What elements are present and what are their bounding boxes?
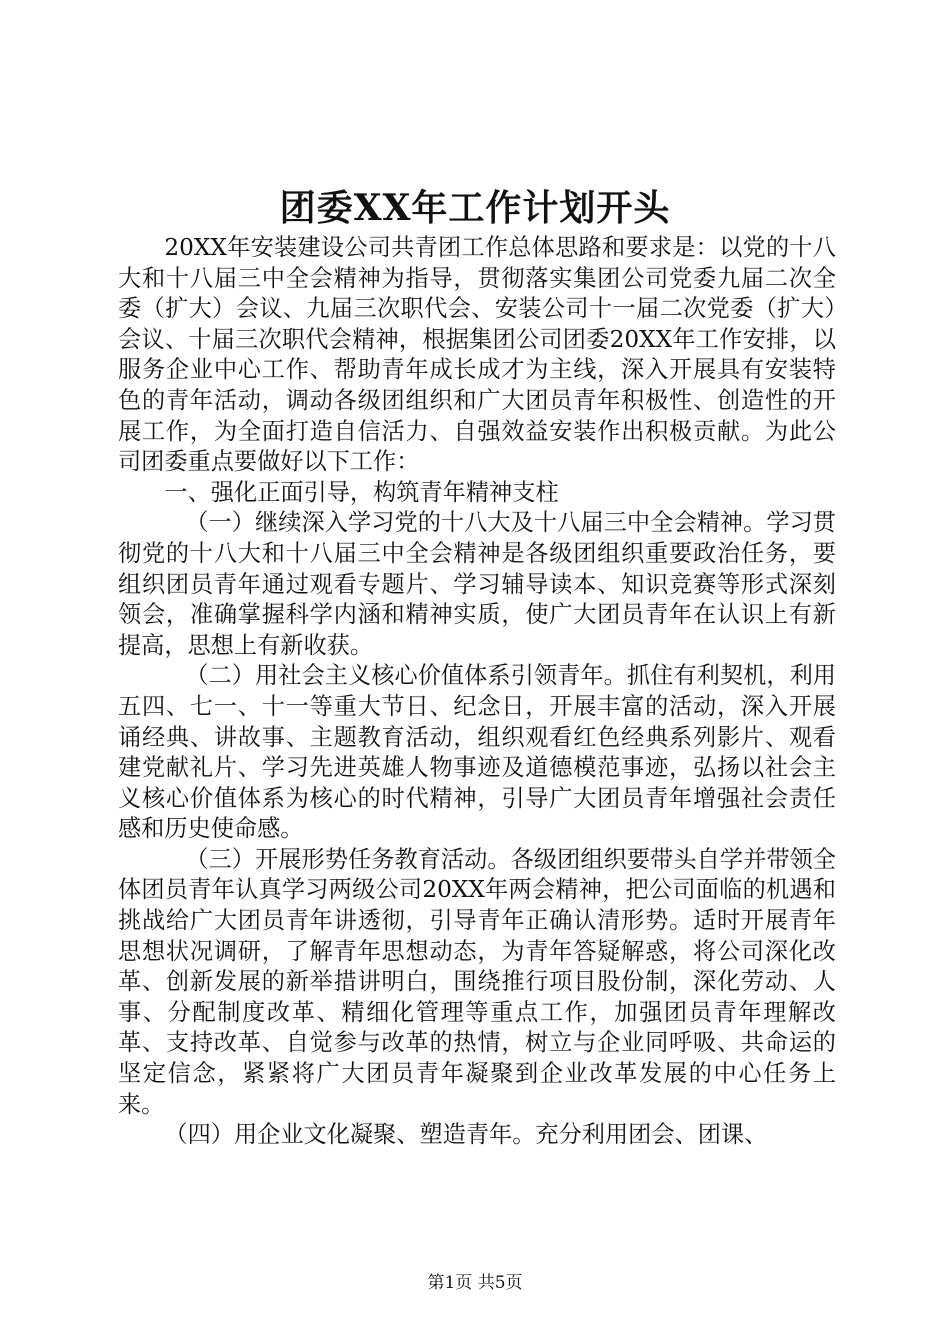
- subsection-paragraph-4: （四）用企业文化凝聚、塑造青年。充分利用团会、团课、: [164, 1121, 768, 1149]
- intro-paragraph: 20XX年安装建设公司共青团工作总体思路和要求是：以党的十八大和十八届三中全会精神为指导，贯彻落实集团公司党委九届二次全委（扩大）会议、九届三次职代会、安装公司十一届二次党委（扩大）会议、十届三次职代会精神，根据集团公司团委20XX年工作安排，以服务企业中心工作、帮助青年成长成才为主线，深入开展具有安装特色的青年活动，调动各级团组织和广大团员青年积极性、创造性的开展工作，为全面打造自信活力、自强效益安装作出积极贡献。为此公司团委重点要做好以下工作：: [118, 234, 836, 476]
- document-title: 团委XX年工作计划开头: [279, 187, 671, 229]
- subsection-paragraph-1: （一）继续深入学习党的十八大及十八届三中全会精神。学习贯彻党的十八大和十八届三中全会精神是各级团组织重要政治任务，要组织团员青年通过观看专题片、学习辅导读本、知识竞赛等形式深刻领会，准确掌握科学内涵和精神实质，使广大团员青年在认识上有新提高，思想上有新收获。: [118, 509, 836, 659]
- subsection-paragraph-2: （二）用社会主义核心价值体系引领青年。抓住有利契机，利用五四、七一、十一等重大节日、纪念日，开展丰富的活动，深入开展诵经典、讲故事、主题教育活动，组织观看红色经典系列影片、观看建党献礼片、学习先进英雄人物事迹及道德模范事迹，弘扬以社会主义核心价值体系为核心的时代精神，引导广大团员青年增强社会责任感和历史使命感。: [118, 662, 836, 843]
- document-body: [118, 233, 836, 1151]
- subsection-paragraph-3: （三）开展形势任务教育活动。各级团组织要带头自学并带领全体团员青年认真学习两级公司20XX年两会精神，把公司面临的机遇和挑战给广大团员青年讲透彻，引导青年正确认清形势。适时开展青年思想状况调研，了解青年思想动态，为青年答疑解惑，将公司深化改革、创新发展的新举措讲明白，围绕推行项目股份制，深化劳动、人事、分配制度改革、精细化管理等重点工作，加强团员青年理解改革、支持改革、自觉参与改革的热情，树立与企业同呼吸、共命运的坚定信念，紧紧将广大团员青年凝聚到企业改革发展的中心任务上来。: [118, 845, 836, 1118]
- section-heading-1: 一、强化正面引导，构筑青年精神支柱: [164, 478, 559, 506]
- page-number-footer: 第1页 共5页: [427, 1273, 523, 1293]
